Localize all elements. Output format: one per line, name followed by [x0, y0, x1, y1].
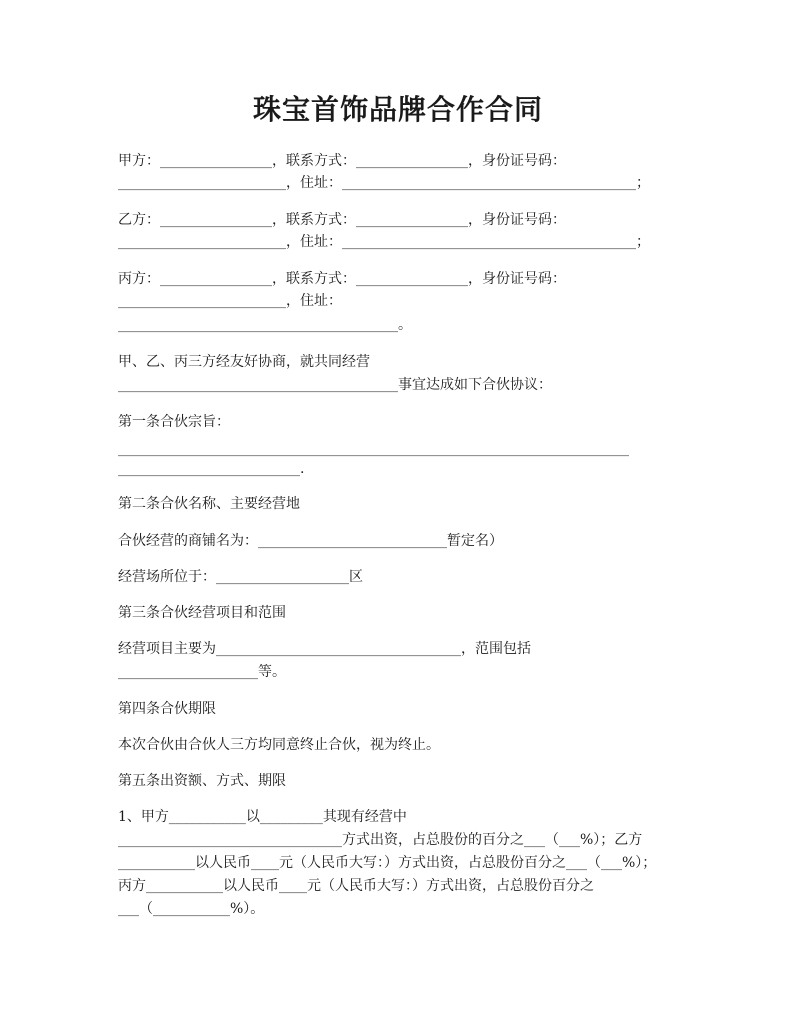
- party-c-line-1: 丙方：________________，联系方式：________________，身份证号码：: [118, 271, 566, 287]
- article-2-heading: 第二条合伙名称、主要经营地: [118, 496, 300, 512]
- document-title: 珠宝首饰品牌合作合同: [252, 93, 543, 126]
- party-c-line-3: ________________________________________。: [118, 317, 412, 333]
- party-b-line-2: ________________________，住址：__________________________________________；: [118, 234, 650, 250]
- party-c-line-2: ________________________，住址：: [118, 293, 342, 309]
- article-5-line-2: ________________________________方式出资，占总股份的百分之___（___%）；乙方: [118, 832, 643, 848]
- article-5-line-5: ___（___________%）。: [118, 901, 265, 917]
- article-2-shop-name: 合伙经营的商铺名为：___________________________暂定名）: [118, 533, 503, 549]
- article-5-line-1: 1、甲方___________以_________其现有经营中: [118, 809, 407, 825]
- article-2-location: 经营场所位于：___________________区: [118, 569, 363, 585]
- article-3-heading: 第三条合伙经营项目和范围: [118, 605, 286, 621]
- party-a-line-2: ________________________，住址：__________________________________________；: [118, 175, 650, 191]
- preamble-line-2: ________________________________________事宜达成如下合伙协议：: [118, 377, 552, 393]
- article-3-scope-2: ____________________等。: [118, 664, 286, 680]
- article-4-text: 本次合伙由合伙人三方均同意终止合伙，视为终止。: [118, 737, 440, 753]
- article-4-heading: 第四条合伙期限: [118, 701, 216, 717]
- article-5-line-3: ___________以人民币____元（人民币大写：）方式出资，占总股份百分之___（___%）；: [118, 855, 657, 871]
- article-5-heading: 第五条出资额、方式、期限: [118, 773, 286, 789]
- preamble-line-1: 甲、乙、丙三方经友好协商，就共同经营: [118, 354, 370, 370]
- article-3-scope-1: 经营项目主要为___________________________________，范围包括: [118, 641, 531, 657]
- party-a-line-1: 甲方：________________，联系方式：________________，身份证号码：: [118, 153, 566, 169]
- article-1-blank-1: _________________________________________________________________________: [118, 441, 629, 457]
- article-1-heading: 第一条合伙宗旨：: [118, 414, 230, 430]
- article-1-blank-2: __________________________.: [118, 461, 305, 477]
- party-b-line-1: 乙方：________________，联系方式：________________，身份证号码：: [118, 212, 566, 228]
- article-5-line-4: 丙方___________以人民币____元（人民币大写：）方式出资，占总股份百分之: [118, 878, 594, 894]
